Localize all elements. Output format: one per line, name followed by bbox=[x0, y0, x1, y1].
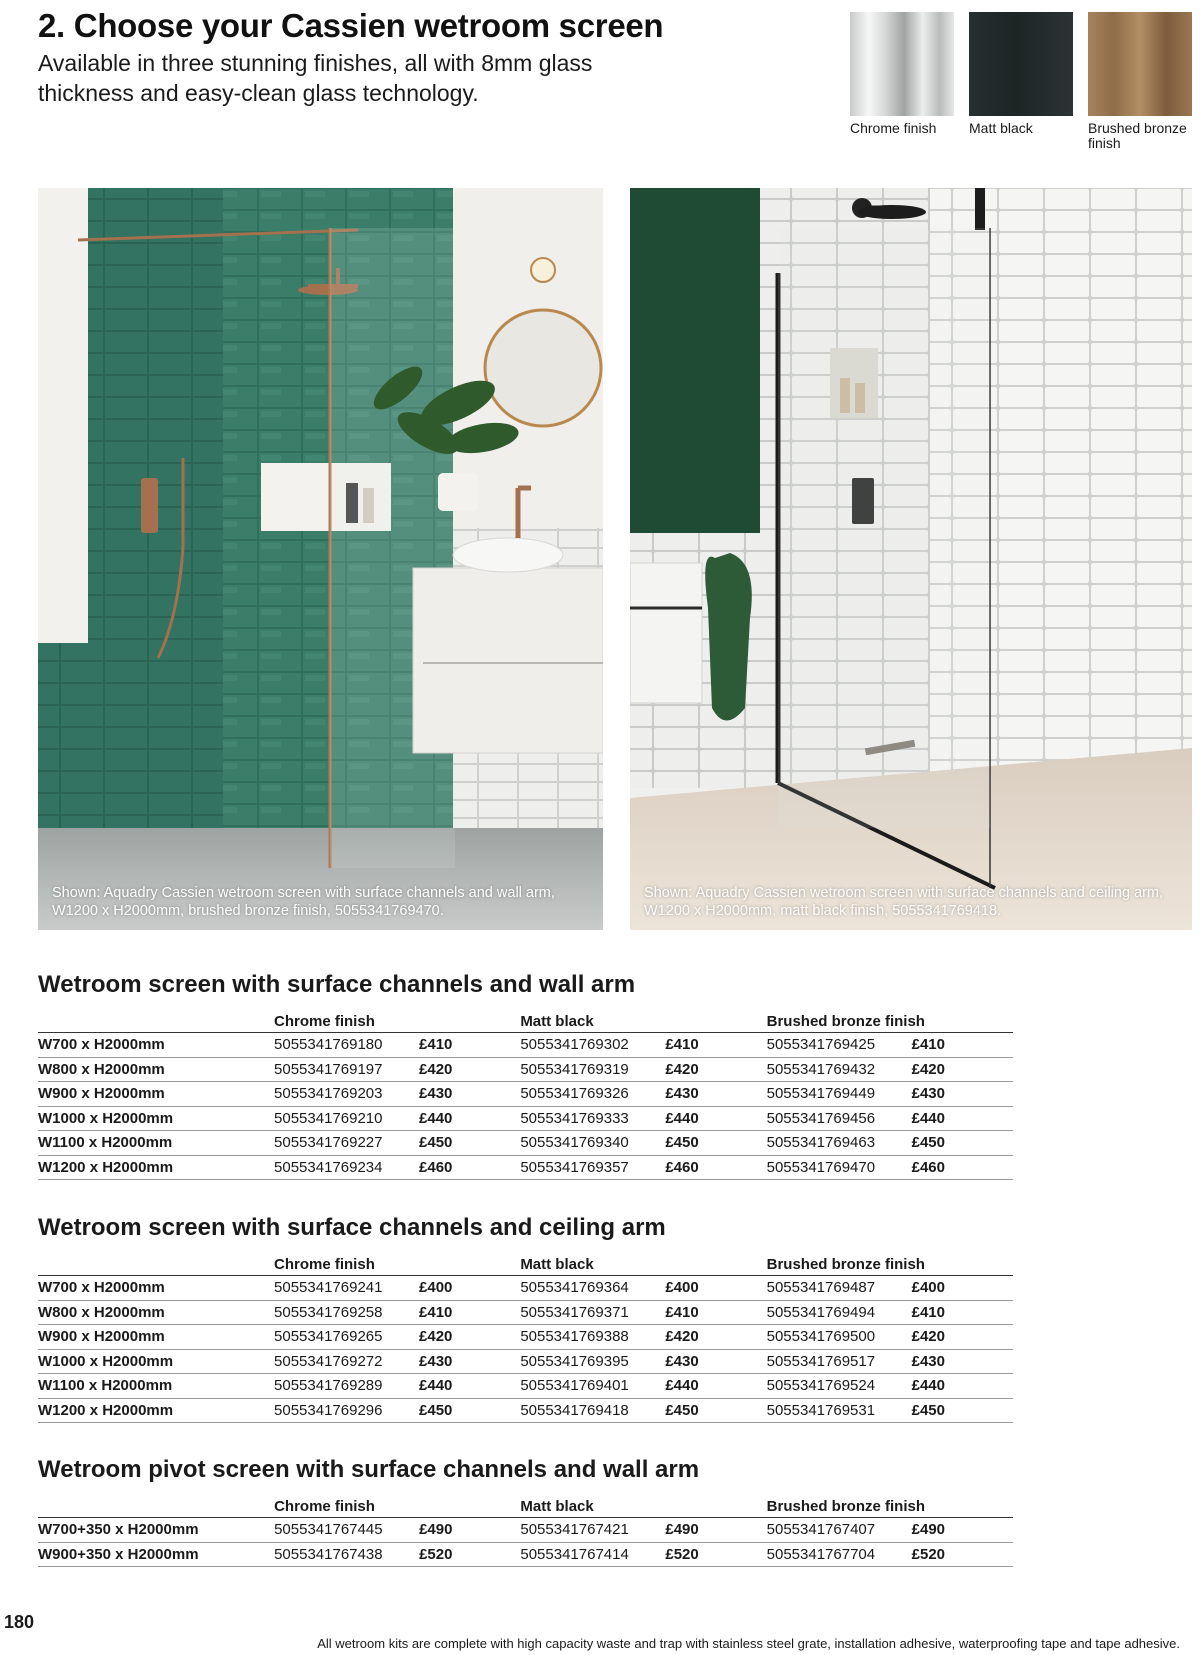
size-header bbox=[38, 1249, 274, 1276]
matt-black-price-cell: £430 bbox=[665, 1349, 766, 1374]
chrome-code-cell: 5055341769289 bbox=[274, 1374, 419, 1399]
matt-black-code-cell: 5055341769418 bbox=[520, 1398, 665, 1423]
price-table-ceiling-arm bbox=[38, 1249, 1013, 1423]
table-row bbox=[38, 1155, 1013, 1180]
swatch-label: Brushed bronze finish bbox=[1088, 120, 1187, 151]
matt-black-code-cell: 5055341769364 bbox=[520, 1276, 665, 1301]
matt-black-price-cell: £520 bbox=[665, 1542, 766, 1567]
table-row bbox=[38, 1033, 1013, 1058]
size-cell: W700 x H2000mm bbox=[38, 1276, 274, 1301]
bronze-price-cell: £460 bbox=[912, 1155, 1013, 1180]
matt-black-price-cell: £450 bbox=[665, 1131, 766, 1156]
matt-black-price-cell: £440 bbox=[665, 1374, 766, 1399]
bronze-code-cell: 5055341769494 bbox=[767, 1300, 912, 1325]
matt-black-code-cell: 5055341769333 bbox=[520, 1106, 665, 1131]
size-cell: W1200 x H2000mm bbox=[38, 1155, 274, 1180]
bronze-price-cell: £430 bbox=[912, 1349, 1013, 1374]
page-number: 180 bbox=[4, 1612, 35, 1632]
matt-black-code-cell: 5055341769357 bbox=[520, 1155, 665, 1180]
size-header bbox=[38, 1491, 274, 1518]
size-cell: W1100 x H2000mm bbox=[38, 1374, 274, 1399]
swatch-matt-black bbox=[969, 12, 1073, 136]
matt-black-code-cell: 5055341769326 bbox=[520, 1082, 665, 1107]
table-row bbox=[38, 1057, 1013, 1082]
matt-black-code-cell: 5055341769319 bbox=[520, 1057, 665, 1082]
table-section-pivot bbox=[38, 1455, 1013, 1567]
photo-caption: Shown: Aquadry Cassien wetroom screen with surface channels and ceiling arm, W1200 x H2000mm, matt black finish, 5055341769418. bbox=[644, 885, 1164, 919]
table-row bbox=[38, 1276, 1013, 1301]
matt-black-price-cell: £420 bbox=[665, 1057, 766, 1082]
matt-black-swatch-chip bbox=[969, 12, 1073, 116]
matt-black-code-cell: 5055341769388 bbox=[520, 1325, 665, 1350]
bronze-code-cell: 5055341769487 bbox=[767, 1276, 912, 1301]
chrome-price-cell: £490 bbox=[419, 1518, 520, 1543]
chrome-price-cell: £410 bbox=[419, 1300, 520, 1325]
swatch-chrome bbox=[850, 12, 954, 136]
bronze-header: Brushed bronze finish bbox=[767, 1249, 1013, 1276]
matt-black-code-cell: 5055341767421 bbox=[520, 1518, 665, 1543]
matt-black-code-cell: 5055341769371 bbox=[520, 1300, 665, 1325]
table-row bbox=[38, 1542, 1013, 1567]
matt-black-price-cell: £400 bbox=[665, 1276, 766, 1301]
table-title: Wetroom screen with surface channels and wall arm bbox=[38, 971, 636, 998]
swatch-brushed-bronze bbox=[1088, 12, 1192, 151]
size-cell: W700+350 x H2000mm bbox=[38, 1518, 274, 1543]
matt-black-code-cell: 5055341769401 bbox=[520, 1374, 665, 1399]
bronze-price-cell: £450 bbox=[912, 1131, 1013, 1156]
brushed-bronze-swatch-chip bbox=[1088, 12, 1192, 116]
table-body bbox=[38, 1518, 1013, 1567]
chrome-price-cell: £420 bbox=[419, 1057, 520, 1082]
matt-black-price-cell: £410 bbox=[665, 1300, 766, 1325]
page-heading: 2. Choose your Cassien wetroom screen bbox=[38, 7, 664, 44]
chrome-code-cell: 5055341769241 bbox=[274, 1276, 419, 1301]
table-row bbox=[38, 1349, 1013, 1374]
chrome-code-cell: 5055341767445 bbox=[274, 1518, 419, 1543]
swatch-label: Chrome finish bbox=[850, 120, 937, 136]
chrome-price-cell: £430 bbox=[419, 1349, 520, 1374]
table-header-row bbox=[38, 1249, 1013, 1276]
chrome-price-cell: £440 bbox=[419, 1374, 520, 1399]
bronze-code-cell: 5055341769425 bbox=[767, 1033, 912, 1058]
photo-caption: Shown: Aquadry Cassien wetroom screen with surface channels and wall arm, W1200 x H2000mm, brushed bronze finish, 5055341769470. bbox=[52, 885, 555, 919]
bronze-price-cell: £440 bbox=[912, 1106, 1013, 1131]
chrome-price-cell: £410 bbox=[419, 1033, 520, 1058]
bronze-code-cell: 5055341769463 bbox=[767, 1131, 912, 1156]
table-body bbox=[38, 1276, 1013, 1423]
table-title: Wetroom pivot screen with surface channels and wall arm bbox=[38, 1456, 700, 1483]
price-table-pivot bbox=[38, 1491, 1013, 1567]
table-row bbox=[38, 1518, 1013, 1543]
bronze-code-cell: 5055341769524 bbox=[767, 1374, 912, 1399]
matt-black-price-cell: £440 bbox=[665, 1106, 766, 1131]
chrome-price-cell: £460 bbox=[419, 1155, 520, 1180]
bronze-price-cell: £430 bbox=[912, 1082, 1013, 1107]
chrome-code-cell: 5055341769272 bbox=[274, 1349, 419, 1374]
table-row bbox=[38, 1398, 1013, 1423]
bronze-code-cell: 5055341769531 bbox=[767, 1398, 912, 1423]
matt-black-price-cell: £460 bbox=[665, 1155, 766, 1180]
table-row bbox=[38, 1082, 1013, 1107]
chrome-swatch-chip bbox=[850, 12, 954, 116]
matt-black-header: Matt black bbox=[520, 1249, 766, 1276]
chrome-code-cell: 5055341769180 bbox=[274, 1033, 419, 1058]
bronze-price-cell: £410 bbox=[912, 1300, 1013, 1325]
table-body bbox=[38, 1033, 1013, 1180]
page-subheading: Available in three stunning finishes, all with 8mm glass thickness and easy-clean glass technology. bbox=[38, 50, 593, 106]
swatch-label: Matt black bbox=[969, 120, 1033, 136]
bronze-wetroom-illustration bbox=[38, 188, 603, 930]
bronze-price-cell: £450 bbox=[912, 1398, 1013, 1423]
table-row bbox=[38, 1131, 1013, 1156]
chrome-code-cell: 5055341769265 bbox=[274, 1325, 419, 1350]
bronze-code-cell: 5055341769432 bbox=[767, 1057, 912, 1082]
chrome-header: Chrome finish bbox=[274, 1491, 520, 1518]
bronze-header: Brushed bronze finish bbox=[767, 1491, 1013, 1518]
bronze-price-cell: £420 bbox=[912, 1325, 1013, 1350]
chrome-price-cell: £440 bbox=[419, 1106, 520, 1131]
bronze-header: Brushed bronze finish bbox=[767, 1006, 1013, 1033]
size-header bbox=[38, 1006, 274, 1033]
table-section-wall-arm bbox=[38, 970, 1013, 1180]
matt-black-price-cell: £420 bbox=[665, 1325, 766, 1350]
finish-swatches bbox=[850, 12, 1187, 162]
size-cell: W700 x H2000mm bbox=[38, 1033, 274, 1058]
size-cell: W900 x H2000mm bbox=[38, 1325, 274, 1350]
chrome-code-cell: 5055341769210 bbox=[274, 1106, 419, 1131]
size-cell: W800 x H2000mm bbox=[38, 1057, 274, 1082]
chrome-code-cell: 5055341769227 bbox=[274, 1131, 419, 1156]
size-cell: W1100 x H2000mm bbox=[38, 1131, 274, 1156]
table-row bbox=[38, 1374, 1013, 1399]
size-cell: W900 x H2000mm bbox=[38, 1082, 274, 1107]
bronze-code-cell: 5055341769500 bbox=[767, 1325, 912, 1350]
price-table-wall-arm bbox=[38, 1006, 1013, 1180]
matt-black-price-cell: £490 bbox=[665, 1518, 766, 1543]
chrome-header: Chrome finish bbox=[274, 1006, 520, 1033]
matt-black-price-cell: £430 bbox=[665, 1082, 766, 1107]
chrome-code-cell: 5055341769296 bbox=[274, 1398, 419, 1423]
bronze-price-cell: £420 bbox=[912, 1057, 1013, 1082]
bronze-code-cell: 5055341767407 bbox=[767, 1518, 912, 1543]
table-header-row bbox=[38, 1491, 1013, 1518]
chrome-code-cell: 5055341769203 bbox=[274, 1082, 419, 1107]
bronze-code-cell: 5055341769517 bbox=[767, 1349, 912, 1374]
table-row bbox=[38, 1325, 1013, 1350]
matt-black-header: Matt black bbox=[520, 1006, 766, 1033]
size-cell: W1000 x H2000mm bbox=[38, 1106, 274, 1131]
matt-black-wetroom-illustration bbox=[630, 188, 1192, 930]
size-cell: W800 x H2000mm bbox=[38, 1300, 274, 1325]
matt-black-price-cell: £450 bbox=[665, 1398, 766, 1423]
bronze-code-cell: 5055341769449 bbox=[767, 1082, 912, 1107]
table-row bbox=[38, 1300, 1013, 1325]
matt-black-code-cell: 5055341769395 bbox=[520, 1349, 665, 1374]
chrome-code-cell: 5055341767438 bbox=[274, 1542, 419, 1567]
size-cell: W900+350 x H2000mm bbox=[38, 1542, 274, 1567]
matt-black-header: Matt black bbox=[520, 1491, 766, 1518]
chrome-code-cell: 5055341769197 bbox=[274, 1057, 419, 1082]
chrome-price-cell: £450 bbox=[419, 1131, 520, 1156]
bronze-code-cell: 5055341769456 bbox=[767, 1106, 912, 1131]
bronze-code-cell: 5055341769470 bbox=[767, 1155, 912, 1180]
footnote: All wetroom kits are complete with high capacity waste and trap with stainless steel grate, installation adhesive, waterproofing tape and tape adhesive. bbox=[317, 1636, 1180, 1651]
size-cell: W1200 x H2000mm bbox=[38, 1398, 274, 1423]
chrome-price-cell: £430 bbox=[419, 1082, 520, 1107]
matt-black-price-cell: £410 bbox=[665, 1033, 766, 1058]
bronze-price-cell: £410 bbox=[912, 1033, 1013, 1058]
chrome-price-cell: £450 bbox=[419, 1398, 520, 1423]
bronze-price-cell: £400 bbox=[912, 1276, 1013, 1301]
size-cell: W1000 x H2000mm bbox=[38, 1349, 274, 1374]
table-row bbox=[38, 1106, 1013, 1131]
chrome-code-cell: 5055341769258 bbox=[274, 1300, 419, 1325]
matt-black-code-cell: 5055341769340 bbox=[520, 1131, 665, 1156]
matt-black-code-cell: 5055341769302 bbox=[520, 1033, 665, 1058]
chrome-price-cell: £520 bbox=[419, 1542, 520, 1567]
bronze-price-cell: £520 bbox=[912, 1542, 1013, 1567]
table-header-row bbox=[38, 1006, 1013, 1033]
matt-black-code-cell: 5055341767414 bbox=[520, 1542, 665, 1567]
bronze-price-cell: £490 bbox=[912, 1518, 1013, 1543]
chrome-code-cell: 5055341769234 bbox=[274, 1155, 419, 1180]
bronze-code-cell: 5055341767704 bbox=[767, 1542, 912, 1567]
chrome-price-cell: £400 bbox=[419, 1276, 520, 1301]
chrome-price-cell: £420 bbox=[419, 1325, 520, 1350]
table-section-ceiling-arm bbox=[38, 1213, 1013, 1423]
table-title: Wetroom screen with surface channels and ceiling arm bbox=[38, 1214, 666, 1241]
photo-matt-black-wetroom bbox=[630, 188, 1192, 930]
photo-bronze-wetroom bbox=[38, 188, 603, 930]
bronze-price-cell: £440 bbox=[912, 1374, 1013, 1399]
chrome-header: Chrome finish bbox=[274, 1249, 520, 1276]
